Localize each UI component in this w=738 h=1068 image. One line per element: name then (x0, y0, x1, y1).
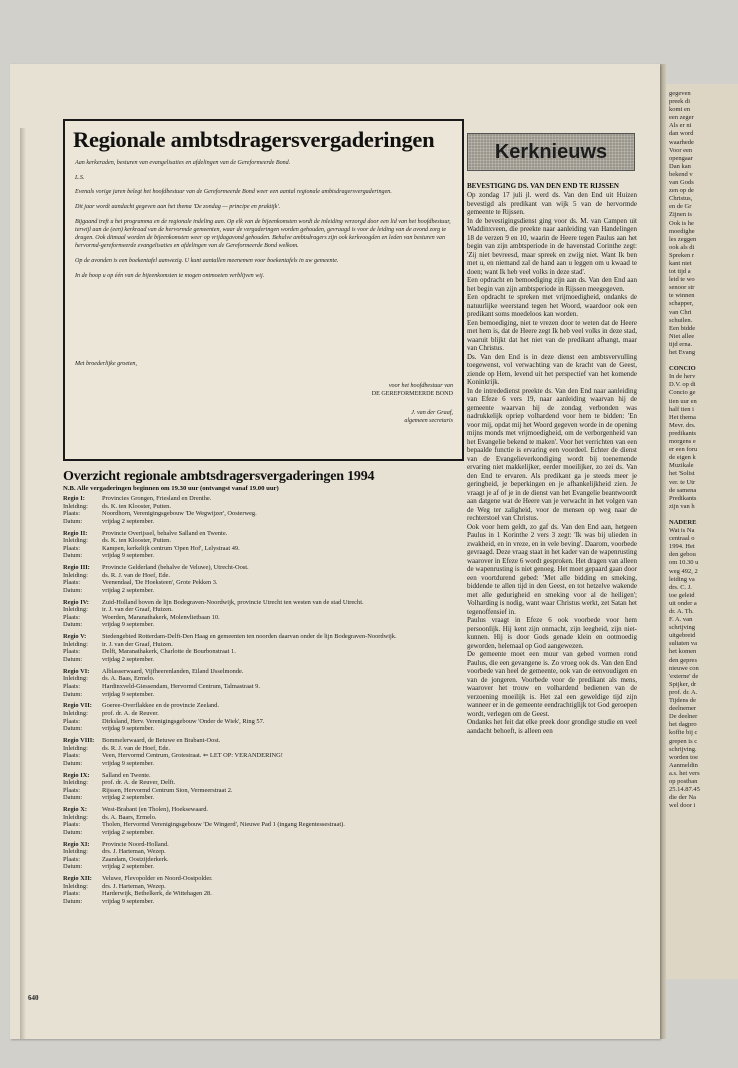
region-entry (63, 633, 463, 663)
region-entry (63, 806, 463, 836)
facing-page-line: Een bidde (669, 324, 696, 332)
region-row-value: West-Brabant (en Tholen), Hoeksewaard. (102, 806, 209, 814)
facing-page-line: half tien i (669, 405, 694, 413)
facing-page-line: tot tijd a (669, 268, 691, 276)
region-row-value: vrijdag 9 september. (102, 759, 154, 767)
region-row (63, 814, 463, 822)
facing-page-line: 1994. Het (669, 543, 695, 551)
facing-page-line: het 'Solist (669, 470, 695, 478)
region-row (63, 841, 463, 849)
region-row (63, 752, 463, 760)
region-row (63, 606, 463, 614)
facing-page-line: den gepres (669, 656, 697, 664)
region-row-value: Provincie Gelderland (behalve de Veluwe), Utrecht-Oost. (102, 564, 249, 572)
region-row-value: ds. R. J. van de Hoef, Ede. (102, 744, 170, 752)
region-row (63, 890, 463, 898)
facing-page-line: opengaar (669, 154, 693, 162)
region-row-value: vrijdag 2 september. (102, 586, 154, 594)
signature-line: voor het hoofdbestuur van (388, 382, 453, 389)
region-entry (63, 530, 463, 560)
facing-page-line: het komen (669, 648, 697, 656)
facing-page-line: wel door i (669, 802, 696, 810)
facing-page-line: koffie bij c (669, 729, 698, 737)
facing-page-line: Muzikale (669, 462, 694, 470)
region-row (63, 875, 463, 883)
region-row (63, 794, 463, 802)
facing-page-line: zen op de (669, 187, 694, 195)
region-row-label: Plaats: (63, 683, 81, 690)
overview-section (63, 468, 463, 910)
facing-page-line: zijn van h (669, 502, 695, 510)
region-row-value: vrijdag 9 september. (102, 897, 154, 905)
region-row-value: ds. K. ten Klooster, Putten. (102, 537, 171, 545)
region-row-value: Zuid-Holland boven de lijn Bodegraven-Noordwijk, provincie Utrecht ten westen van de stad Utrecht. (102, 598, 364, 606)
facing-page-line: nieuwe con (669, 664, 699, 672)
region-row-label: Regio V: (63, 633, 87, 641)
region-row-value: Veluwe, Flevopolder en Noord-Oostpolder. (102, 875, 213, 883)
facing-page-line: die der Na (669, 794, 697, 802)
region-row (63, 806, 463, 814)
facing-page-line: grepen is c (669, 737, 698, 745)
facing-page-line: sultaten va (669, 640, 697, 648)
region-row (63, 633, 463, 641)
facing-page-line: morgens e (669, 438, 696, 446)
region-row (63, 495, 463, 503)
region-row-label: Plaats: (63, 613, 81, 621)
announcement-paragraph: Op de avonden is een boekentafel aanwezig. U kunt aantallen meenemen voor boekentafels in uw gemeente. (75, 258, 339, 265)
facing-page-line: dan word (669, 130, 694, 138)
kerknieuws-title: Kerknieuws (494, 141, 608, 163)
announcement-paragraph: Evenals vorige jaren belegt het hoofdbestuur van de Gereformeerde Bond weer een aantal regionale ambtsdragersvergaderingen. (75, 189, 392, 196)
announcement-paragraph: Dit jaar wordt aandacht gegeven aan het thema 'De zondag — principe en praktijk'. (75, 204, 281, 211)
facing-page-line: Voor een (669, 146, 693, 154)
region-row-value: Stedengebied Rotterdam-Delft-Den Haag en gemeenten ten noorden daarvan onder de lijn Bodegraven-Noordwijk. (102, 633, 397, 641)
region-row (63, 510, 463, 518)
facing-page-line (661, 511, 700, 519)
region-entry (63, 875, 463, 905)
region-row (63, 668, 463, 676)
facing-page-line: komt en (669, 106, 691, 114)
page-number: 640 (28, 994, 39, 1002)
region-row-label: Datum: (63, 828, 83, 836)
region-row-label: Regio I: (63, 495, 85, 502)
region-row (63, 710, 463, 718)
facing-page-line: een zeger (669, 114, 694, 122)
facing-page-line: op postban (669, 777, 698, 785)
region-row-value: prof. dr. A. de Reuver, Delft. (102, 779, 176, 787)
region-row (63, 537, 463, 545)
facing-page-line: kant niet (669, 259, 692, 267)
announcement-subtitle: Aan kerkeraden, besturen van evangelisaties en afdelingen van de Gereformeerde Bond. (75, 160, 291, 166)
article-paragraph: In de intrededienst preekte ds. Van den End naar aanleiding van Efeze 6 vers 19, naar aanleiding waarvan hij de gemeente waarvan hij de zondag verbonden was nadrukkelijk opriep volhardend voor hem te bidden: 'En voor mij, opdat mij het Woord gegeven worde in de opening mijns monds met vrijmoedigheid, om de verborgenheid van het Evangelie bekend te maken'. Voor het verrichten van een bepaalde functie is ervaring een voordeel. Echter de dienst van de Evangelieverkondiging wordt bij toenemende ervaring niet makkelijker, eerder moeilijker, zo zei ds. Van den End te ervaren. Als predikant ga je steeds meer je geringheid, je beperkingen en je afhankelijkheid zien. Je vraagt je af of je in de dienst van het Evangelie beantwoordt aan datgene wat de Heere van je verwacht in het volgen van de Weg ter zaligheid, voor de mensen op weg naar de rechterstoel van Christus. (467, 386, 637, 522)
region-row-label: Regio XI: (63, 840, 90, 848)
region-row (63, 621, 463, 629)
region-row-label: Datum: (63, 517, 83, 525)
region-row-value: drs. J. Harteman, Wezep. (102, 882, 166, 890)
facing-page-line: ook als di (669, 243, 695, 251)
region-entry (63, 772, 463, 802)
facing-page-line: F. A. van (669, 616, 693, 624)
facing-page-line: het Evang (669, 349, 696, 356)
region-row-value: Veen, Hervormd Centrum, Grotestraat. ⇐ LET OP: VERANDERING! (102, 752, 283, 760)
facing-page-line: uit onder a (669, 599, 697, 607)
region-row-label: Regio IX: (63, 771, 90, 779)
announcement-box (63, 119, 464, 461)
magazine-page (10, 64, 660, 1039)
facing-page-line: 25.14.87.45 (669, 786, 700, 794)
signature-org: DE GEREFORMEERDE BOND (371, 390, 453, 397)
kerknieuws-column (467, 182, 637, 735)
region-row-label: Datum: (63, 552, 83, 560)
region-row (63, 702, 463, 710)
region-row-label: Regio II: (63, 529, 88, 537)
facing-page-line: 'externe' de (669, 672, 699, 680)
facing-page-line: toe geleid (669, 591, 695, 599)
region-row-label: Inleiding: (63, 640, 88, 648)
region-row-label: Plaats: (63, 510, 81, 518)
facing-page-line: Ook is he (669, 219, 694, 227)
region-row (63, 564, 463, 572)
facing-page-line: drs. C. J. (669, 583, 692, 591)
region-row (63, 848, 463, 856)
article-subtitle: BEVESTIGING DS. VAN DEN END TE RIJSSEN (467, 182, 619, 190)
region-row-value: ds. A. Baas, Ermelo. (102, 675, 155, 683)
article-paragraph: Ondanks het feit dat elke preek door grondige studie en veel aandacht behoeft, is alleen een (467, 718, 637, 735)
region-row-value: Veenendaal, 'De Hoeksteen', Grote Pekken 3. (102, 579, 218, 587)
region-row (63, 599, 463, 607)
facing-page-line: den gebou (669, 551, 696, 559)
region-row-value: Alblasserwaard, Vijfheerenlanden, Eiland IJsselmonde. (102, 667, 244, 675)
facing-page-line: om 10.30 u (669, 559, 699, 567)
region-row-value: Hardinxveld-Giessendam, Hervormd Centrum, Talmastraat 9. (102, 683, 260, 690)
region-row (63, 691, 463, 699)
region-row-value: Woerden, Maranathakerk, Molenvlietbaan 10. (102, 613, 220, 621)
region-row (63, 745, 463, 753)
facing-page-line: De deelner (669, 713, 698, 721)
region-row-label: Plaats: (63, 648, 81, 656)
region-row (63, 772, 463, 780)
region-row-value: ir. J. van der Graaf, Huizen. (102, 640, 173, 648)
facing-page-line: preek di (669, 98, 691, 106)
facing-page-line: de samena (669, 486, 697, 494)
region-row (63, 656, 463, 664)
facing-page-line: tien uur en (669, 397, 697, 405)
region-row-label: Datum: (63, 586, 83, 594)
region-row-value: vrijdag 9 september. (102, 621, 154, 629)
facing-page-line: van Chri (669, 308, 692, 316)
facing-page-line: senoor str (669, 284, 695, 292)
region-row (63, 572, 463, 580)
announcement-paragraph: Bijgaand treft u het programma en de regionale indeling aan. Op elk van de bijeenkomsten wordt de inleiding verzorgd door een lid van het hoofdbestuur, terwijl aan de (een) kerkraad van de hervormde gemeenten, waar de vergaderingen worden gehouden, gevraagd is voor de leiding van de avond zorg te dragen. Ook ditmaal worden de bijeenkomsten weer op vrijdagavond gehouden. Behalve ambtsdragers zijn ook kerkvoogden en leden van besturen van hervormd-gereformeerde evangelisaties en afdelingen van de Gereformeerde Bond welkom. (75, 218, 451, 250)
region-row (63, 725, 463, 733)
facing-page-line (661, 357, 700, 365)
region-row-label: Inleiding: (63, 709, 88, 717)
region-row (63, 856, 463, 864)
announcement-signature (75, 361, 453, 426)
region-row-label: Plaats: (63, 579, 81, 587)
facing-page-line: gegeven (669, 90, 691, 97)
facing-page-line: van Gods (669, 179, 694, 187)
region-row-value: vrijdag 2 september. (102, 517, 154, 525)
region-row (63, 779, 463, 787)
article-paragraph: Ds. Van den End is in deze dienst een ambtsvervulling toegewenst, vol verwachting van de kracht van de Geest, ziende op Hem, levend uit het perspectief van het komende Koninkrijk. (467, 352, 637, 386)
region-row (63, 675, 463, 683)
facing-page-line: te winnen (669, 292, 695, 300)
region-row-label: Inleiding: (63, 571, 88, 579)
article-paragraph: Een opdracht en bemoediging zijn aan ds. Van den End aan het begin van zijn ambtsperiode in Rijssen meegegeven. (467, 276, 637, 293)
region-row-label: Datum: (63, 759, 83, 767)
region-row-value: Zaandam, Oostzijderkerk. (102, 855, 169, 863)
facing-page-line: Niet allee (669, 332, 695, 340)
facing-page-line: Predikants (669, 494, 697, 502)
region-row-value: Bommelerwaard, de Betuwe en Brabant-Oost. (102, 736, 221, 744)
region-row (63, 683, 463, 691)
facing-page-line: moedighe (669, 227, 695, 235)
region-row-label: Inleiding: (63, 537, 88, 545)
region-row (63, 503, 463, 511)
article-body (467, 191, 637, 735)
region-entry (63, 564, 463, 594)
facing-page-line: Wat is Na (669, 527, 695, 535)
facing-page-line: Aanmeldin (669, 761, 698, 769)
facing-page-line: predikants (669, 429, 697, 437)
region-row-value: Dirksland, Herv. Verenigingsgebouw 'Onder de Wiek', Ring 57. (102, 717, 265, 725)
facing-page-line: CONCIO (669, 365, 696, 373)
region-row-value: vrijdag 2 september. (102, 656, 154, 664)
signature-role: algemeen secretaris (404, 418, 453, 425)
facing-page-line: bekend v (669, 170, 693, 178)
region-row (63, 821, 463, 829)
region-row-label: Inleiding: (63, 675, 88, 683)
region-row-label: Plaats: (63, 855, 81, 863)
overview-title: Overzicht regionale ambtsdragersvergaderingen 1994 (63, 469, 375, 484)
region-row-label: Inleiding: (63, 606, 88, 614)
page-edge-shadow (20, 128, 26, 1039)
facing-page-line: Concio ge (669, 389, 696, 397)
region-entry (63, 599, 463, 629)
facing-page-line: schapper, (669, 300, 694, 308)
region-row (63, 518, 463, 526)
facing-page-line: schrijving (669, 624, 695, 632)
facing-page-line: Spijker, dr (669, 680, 697, 688)
region-row-value: Goeree-Overflakkee en de provincie Zeeland. (102, 702, 219, 710)
region-row (63, 552, 463, 560)
facing-page-line: weg 492, 2 (669, 567, 698, 575)
facing-page-line: D.V. op di (669, 381, 696, 389)
region-entry (63, 737, 463, 767)
region-row-value: Provincie Noord-Holland. (102, 840, 169, 848)
facing-page-line: en de Gr (669, 203, 692, 211)
facing-page-line: centraal o (669, 535, 695, 543)
article-paragraph: Paulus vraagt in Efeze 6 ook voorbede voor hem persoonlijk. Hij kent zijn onmacht, zijn leegheid, zijn niet-kunnen. Hij is door Gods genade klein en ootmoedig geworden, helemaal op God aangewezen. (467, 616, 637, 650)
region-row-value: vrijdag 9 september. (102, 552, 154, 560)
facing-page-line: Spreken r (669, 251, 695, 259)
facing-page-line: het dagpro (669, 721, 697, 729)
region-row-label: Datum: (63, 725, 83, 733)
article-paragraph: Een opdracht te spreken met vrijmoedigheid, ondanks de natuurlijke weerstand tegen het Woord, waardoor ook een predikant soms moedeloos kan worden. (467, 293, 637, 318)
signature-name: J. van der Graaf, (411, 410, 453, 417)
region-row-label: Regio IV: (63, 598, 89, 606)
facing-page-line: waarhede (669, 138, 694, 146)
region-row-value: ds. K. ten Klooster, Putten. (102, 502, 171, 510)
region-row-label: Datum: (63, 863, 83, 871)
facing-page-line: er een foru (669, 446, 698, 454)
region-row (63, 737, 463, 745)
region-row-value: Provincies Grongen, Friesland en Drenthe. (102, 495, 212, 502)
region-row (63, 787, 463, 795)
facing-page-line: ver. te Utr (669, 478, 696, 486)
region-row-label: Datum: (63, 794, 83, 802)
facing-page-line: les zeggen (669, 235, 697, 243)
region-row (63, 863, 463, 871)
region-entry (63, 702, 463, 732)
region-row-label: Inleiding: (63, 502, 88, 510)
region-row-value: Tholen, Hervormd Verenigingsgebouw 'De Wingerd', Nieuwe Pad 1 (ingang Regentessestraat). (102, 821, 345, 829)
region-row-value: ds. A. Baars, Ermelo. (102, 813, 157, 821)
region-entry (63, 495, 463, 525)
announcement-title: Regionale ambtsdragersvergaderingen (73, 127, 435, 152)
region-row-label: Regio VIII: (63, 736, 95, 744)
region-row (63, 545, 463, 553)
closing-text: Met broederlijke groeten, (75, 361, 137, 367)
region-row-value: vrijdag 2 september. (102, 828, 154, 836)
region-row-label: Datum: (63, 656, 83, 664)
facing-page-line: Christus, (669, 195, 693, 203)
region-row-value: prof. dr. A. de Reuver. (102, 709, 159, 717)
region-row-label: Regio XII: (63, 875, 92, 883)
region-entry (63, 668, 463, 698)
region-row-value: vrijdag 9 september. (102, 690, 154, 698)
article-paragraph: Een bemoediging, niet te vrezen door te weten dat de Heere met hem is, dat de Heere zegt Ik heb veel volks in deze stad, waaruit blijkt dat het niet van de predikant afhangt, maar van Christus. (467, 318, 637, 352)
region-row-label: Inleiding: (63, 779, 88, 787)
region-entry (63, 841, 463, 871)
region-row (63, 883, 463, 891)
region-row (63, 641, 463, 649)
region-row-value: Rijssen, Hervormd Centrum Sion, Vermeerstraat 2. (102, 786, 233, 794)
facing-page-line: schuilen. (669, 316, 693, 324)
overview-note: N.B. Alle vergaderingen beginnen om 19.30 uur (ontvangst vanaf 19.00 uur) (63, 485, 279, 492)
article-paragraph: Op zondag 17 juli jl. werd ds. Van den End uit Huizen bevestigd als predikant van wijk 5 van de hervormde gemeente te Rijssen. (467, 191, 637, 216)
region-row-value: Salland en Twente. (102, 771, 151, 779)
facing-page (661, 84, 738, 979)
facing-page-line: NADERE (669, 518, 697, 526)
region-row (63, 587, 463, 595)
region-row-value: Delft, Maranathakerk, Charlotte de Bourbonstraat 1. (102, 648, 236, 656)
region-row (63, 718, 463, 726)
facing-page-line: Mevr. drs. (669, 421, 696, 429)
region-row-label: Plaats: (63, 717, 81, 725)
facing-page-line: deelnemer (669, 705, 697, 713)
region-row (63, 530, 463, 538)
article-paragraph: In de bevestigingsdienst ging voor ds. M. van Campen uit Waddinxveen, die preekte naar aanleiding van Handelingen 18 de verzen 9 en 10, waarin de Heere tegen Paulus aan het begin van zijn ambtsperiode in de havenstad Corinthe zegt: 'Zij niet bevreesd, maar spreek en zwijg niet. Want Ik ben met u, en niemand zal de hand aan u leggen om u kwaad te doen; want Ik heb veel volks in deze stad'. (467, 216, 637, 276)
facing-page-line: uitgebreid (669, 632, 696, 640)
region-row-value: vrijdag 9 september. (102, 725, 154, 733)
region-row-label: Inleiding: (63, 744, 88, 752)
region-row-label: Plaats: (63, 786, 81, 794)
region-row-label: Plaats: (63, 752, 81, 760)
region-row-label: Plaats: (63, 821, 81, 829)
facing-page-line: schrijving. (669, 745, 697, 753)
facing-page-text (661, 90, 700, 810)
announcement-greeting: L.S. (75, 174, 85, 181)
article-paragraph: De gemeente moet een muur van gebed vormen rond Paulus, die een gevangene is. Zo vroeg ook ds. Van den End voorbede van heel de gemeente, ook van de eenvoudigen en van de jongeren. Voorbede voor de predikant als mens, waarover het trouw en volhardend bedienen van de verzoening moeilijk is. Het zal een geweldige tijd zijn wanneer er in de gemeente eendrachtiglijk tot God geroepen wordt, verlegen om de Geest. (467, 650, 637, 718)
region-row-value: Harderwijk, Bethelkerk, de Wittehagen 28. (102, 890, 212, 898)
facing-page-line: de eigen k (669, 454, 696, 462)
announcement-body (75, 159, 453, 287)
facing-page-line: Dan kan (669, 162, 691, 170)
region-row-label: Inleiding: (63, 848, 88, 856)
kerknieuws-header (467, 133, 635, 171)
facing-page-line: leiding va (669, 575, 695, 583)
region-row-value: Noordhorn, Verenigingsgebouw 'De Wegwijzer', Oosterweg. (102, 510, 257, 518)
facing-page-line: a.s. het vers (669, 769, 700, 777)
facing-page-line: Tijdens de (669, 697, 697, 705)
facing-page-line: In de herv (669, 373, 696, 381)
announcement-paragraph: In de hoop u op één van de bijeenkomsten te mogen ontmoeten verblijven wij. (75, 272, 265, 279)
region-row (63, 648, 463, 656)
region-row-label: Datum: (63, 690, 83, 698)
region-row-label: Datum: (63, 897, 83, 905)
facing-page-line: worden toe (669, 753, 699, 761)
region-row-value: Provincie Overijssel, behalve Salland en Twente. (102, 529, 228, 537)
facing-page-line: dr. A. Th. (669, 608, 694, 615)
region-row (63, 579, 463, 587)
region-list (63, 495, 463, 906)
facing-page-line: leid te wo (669, 276, 695, 284)
facing-page-line: Zijnen is (669, 211, 692, 219)
region-row (63, 614, 463, 622)
region-row-label: Inleiding: (63, 882, 88, 890)
region-row-label: Inleiding: (63, 813, 88, 821)
region-row-label: Regio VII: (63, 702, 92, 710)
region-row-value: vrijdag 2 september. (102, 794, 154, 802)
region-row-label: Regio X: (63, 806, 87, 814)
facing-page-line: prof. dr. A. (669, 688, 698, 696)
region-row-value: ds. R. J. van de Hoef, Ede. (102, 571, 170, 579)
region-row-value: ir. J. van der Graaf, Huizen. (102, 606, 173, 614)
region-row-value: Kampen, kerkelijk centrum 'Open Hof', Lelystraat 49. (102, 544, 240, 552)
region-row-value: drs. J. Harteman, Wezep. (102, 848, 166, 856)
facing-page-line: Het thema (669, 413, 696, 421)
region-row-value: vrijdag 2 september. (102, 863, 154, 871)
region-row-label: Plaats: (63, 544, 81, 552)
region-row (63, 898, 463, 906)
region-row (63, 829, 463, 837)
region-row (63, 760, 463, 768)
region-row-label: Regio III: (63, 564, 90, 572)
facing-page-line: Als er ni (669, 122, 692, 130)
region-row-label: Regio VI: (63, 667, 90, 675)
article-paragraph: Ook voor hem geldt, zo gaf ds. Van den End aan, hetgeen Paulus in 1 Korinthe 2 vers 3 zegt: 'Ik was bij ulieden in zwakheid, en in vreze, en in vele beving'. Daarom, voorbede gevraagd. Deze vraag staat in het kader van de wapenrusting waarover in Efeze 6 wordt gesproken. Het dragen van alleen de wapenrusting is niet genoeg. Het moet gepaard gaan door een voortdurend gebed: 'Met alle bidding en smeking, biddende te allen tijd in den Geest, en tot hetzelve wakende met alle gedurigheid en smeking voor al de heiligen'; Volharding is nodig, want waar Christus werkt, zet Satan het tegenoffensief in. (467, 522, 637, 616)
region-row-label: Datum: (63, 621, 83, 629)
facing-page-line: tijd erna. (669, 340, 693, 348)
region-row-label: Plaats: (63, 890, 81, 898)
